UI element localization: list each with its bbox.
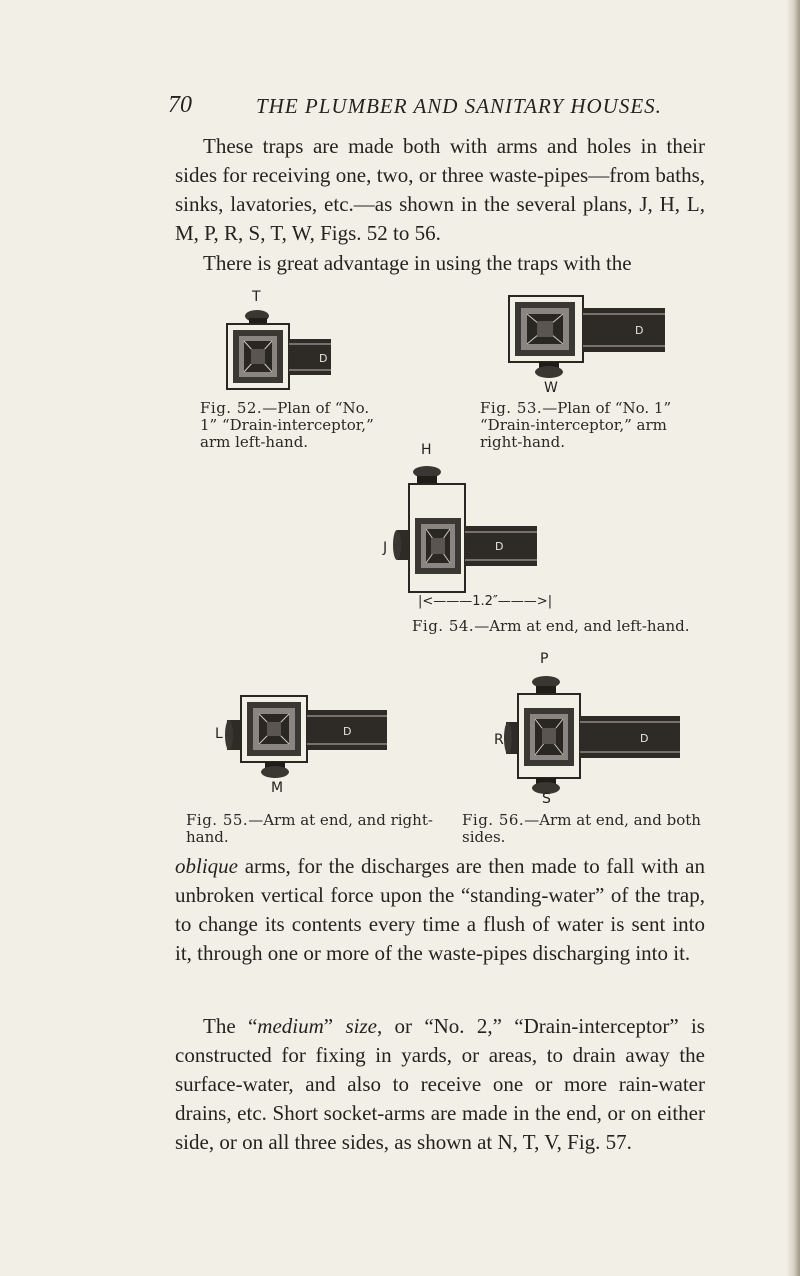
- fig53-caption-text: —Plan of “No. 1” “Drain-interceptor,” arm right-hand.: [480, 399, 672, 451]
- fig56-letter-top: P: [540, 651, 549, 667]
- figure-55: [215, 690, 395, 800]
- fig54-drawing: [383, 440, 545, 600]
- fig56-label: Fig. 56.: [462, 811, 525, 829]
- fig55-letter-arm: D: [343, 725, 352, 738]
- page-header: [168, 92, 708, 122]
- fig53-drawing: [507, 294, 677, 399]
- page-edge: [786, 0, 800, 1276]
- page-number: 70: [168, 92, 192, 118]
- body-paragraph-oblique: [175, 852, 705, 968]
- figure-54: [383, 440, 545, 600]
- fig53-label: Fig. 53.: [480, 399, 543, 417]
- fig55-label: Fig. 55.: [186, 811, 249, 829]
- body-paragraph-medium: [175, 1012, 705, 1157]
- fig54-letter-top: H: [421, 442, 432, 458]
- fig52-caption: [200, 400, 390, 451]
- fig56-drawing: [490, 650, 690, 805]
- fig52-drawing: [225, 288, 335, 398]
- fig53-letter-arm: D: [635, 324, 644, 337]
- fig55-drawing: [215, 690, 395, 800]
- fig55-letter-left: L: [215, 726, 223, 742]
- fig54-caption-text: —Arm at end, and left-hand.: [474, 617, 690, 635]
- p4-mid: ”: [323, 1014, 346, 1038]
- figure-56: [490, 650, 690, 805]
- fig54-label: Fig. 54.: [412, 617, 475, 635]
- fig56-letter-arm: D: [640, 732, 649, 745]
- p4-rest: , or “No. 2,” “Drain-interceptor” is constructed for fixing in yards, or areas, to drain away the surface-water, and also to receive one or more rain-water drains, etc. Short socket-arms are made in the end, or on either side, or on all three sides, as shown at N, T, V, Fig. 57.: [175, 1014, 705, 1154]
- oblique-word: oblique: [175, 854, 238, 878]
- fig54-letter-left: J: [383, 540, 388, 556]
- running-head: THE PLUMBER AND SANITARY HOUSES.: [256, 94, 662, 118]
- fig54-caption: [412, 618, 712, 635]
- fig56-letter-bottom: S: [542, 791, 551, 807]
- intro-paragraph-continued: There is great advantage in using the traps with the: [203, 251, 632, 275]
- figure-52: [225, 288, 335, 398]
- fig55-caption: [186, 812, 436, 846]
- size-word: size: [345, 1014, 377, 1038]
- medium-word: medium: [257, 1014, 324, 1038]
- fig56-caption: [462, 812, 712, 846]
- fig52-caption-text: —Plan of “No. 1” “Drain-interceptor,” arm left-hand.: [200, 399, 374, 451]
- p4-start: The “: [203, 1014, 258, 1038]
- fig56-caption-text: —Arm at end, and both sides.: [462, 811, 701, 846]
- fig52-label: Fig. 52.: [200, 399, 263, 417]
- intro-paragraph: These traps are made both with arms and holes in their sides for receiving one, two, or three waste-pipes—from baths, sinks, lavatories, etc.—as shown in the several plans, J, H, L, M, P, R, S, T, W, Figs. 52 to 56.: [175, 134, 705, 245]
- fig54-letter-arm: D: [495, 540, 504, 553]
- fig56-letter-left: R: [494, 732, 504, 748]
- fig55-caption-text: —Arm at end, and right-hand.: [186, 811, 433, 846]
- fig52-letter-arm: D: [319, 352, 328, 365]
- body-paragraph-oblique-text: arms, for the discharges are then made to fall with an unbroken vertical force upon the “standing-water” of the trap, to change its contents every time a flush of water is sent into it, through one or more of the waste-pipes discharging into it.: [175, 854, 705, 965]
- figure-53: [507, 294, 677, 399]
- fig54-dimension: |<———1.2″———>|: [418, 594, 553, 609]
- fig52-letter-top: T: [252, 289, 261, 305]
- fig53-letter-bottom: W: [544, 380, 558, 396]
- fig55-letter-bottom: M: [271, 780, 284, 796]
